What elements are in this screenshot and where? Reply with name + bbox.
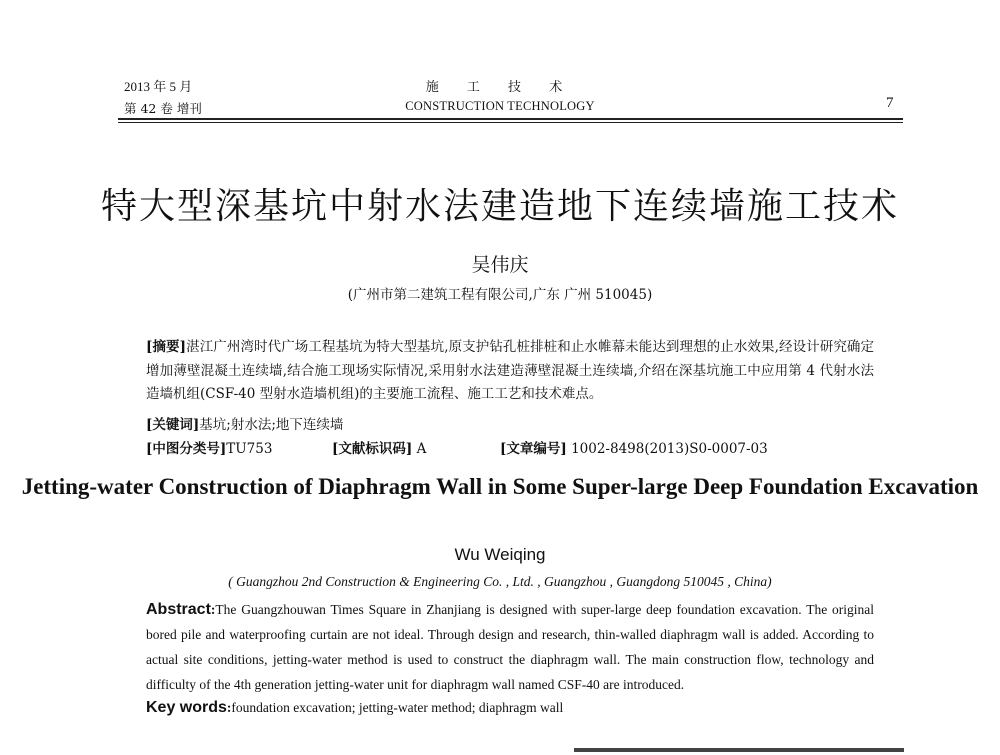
classification-number [146, 437, 272, 457]
article-number [500, 437, 768, 457]
page-number: 7 [886, 95, 894, 111]
keywords-en-text: foundation excavation; jetting-water method; diaphragm wall [231, 700, 564, 715]
journal-name-en: CONSTRUCTION TECHNOLOGY [405, 99, 595, 113]
affiliation-en: ( Guangzhou 2nd Construction & Engineering Co. , Ltd. , Guangzhou , Guangdong 510045 , China) [228, 574, 772, 589]
article-no-label: [文章编号] [500, 441, 567, 457]
article-title-en: Jetting-water Construction of Diaphragm Wall in Some Super-large Deep Foundation Excavation [21, 474, 979, 499]
keywords-cn-text: 基坑;射水法;地下连续墙 [199, 417, 344, 433]
affiliation-cn: (广州市第二建筑工程有限公司,广东 广州 510045) [347, 287, 653, 303]
classification-value: TU753 [226, 441, 273, 457]
keywords-cn [146, 413, 343, 433]
keywords-cn-label: [关键词] [146, 417, 200, 433]
abstract-en-text: The Guangzhouwan Times Square in Zhanjiang is designed with super-large deep foundation excavation. The original bored pile and waterproofing curtain are not ideal. Through design and research, thin-walled diaphragm wall is added. According to actual site conditions, jetting-water method is used to construct the diaphragm wall. The main construction flow, technology and difficulty of the 4th generation jetting-water unit for diaphragm wall named CSF-40 are introduced. [146, 602, 874, 692]
header-rule-thin [118, 122, 903, 123]
abstract-cn-label: [摘要] [146, 339, 187, 355]
issue-date: 2013 年 5 月 [124, 79, 193, 94]
classification-label: [中图分类号] [146, 441, 227, 457]
keywords-en: Key words:foundation excavation; jetting-water method; diaphragm wall [146, 699, 564, 716]
abstract-en: Abstract:The Guangzhouwan Times Square in Zhanjiang is designed with super-large deep foundation excavation. The original bored pile and waterproofing curtain are not ideal. Through design and research, thin-walled diaphragm wall is added. According to actual site conditions, jetting-water method is used to construct the diaphragm wall. The main construction flow, technology and difficulty of the 4th generation jetting-water unit for diaphragm wall named CSF-40 are introduced. [146, 601, 874, 692]
abstract-en-label: Abstract [146, 601, 211, 618]
article-no-value: 1002-8498(2013)S0-0007-03 [571, 441, 768, 457]
abstract-cn [146, 336, 874, 407]
header-rule [118, 118, 903, 120]
author-en: Wu Weiqing [454, 545, 546, 564]
footer-rule [574, 748, 904, 752]
keywords-en-label: Key words [146, 699, 227, 716]
article-title-cn: 特大型深基坑中射水法建造地下连续墙施工技术 [100, 186, 899, 227]
doc-code-label: [文献标识码] [332, 441, 413, 457]
abstract-cn-text: 湛江广州湾时代广场工程基坑为特大型基坑,原支护钻孔桩排桩和止水帷幕未能达到理想的止水效果,经设计研究确定增加薄壁混凝土连续墙,结合施工现场实际情况,采用射水法建造薄壁混凝土连续墙,介绍在深基坑施工中应用第 4 代射水法造墙机组(CSF-40 型射水造墙机组)的主要施工流程、施工工艺和技术难点。 [146, 339, 874, 402]
doc-code-value: A [416, 441, 427, 457]
author-cn: 吴伟庆 [471, 254, 529, 276]
journal-name-cn: 施 工 技 术 [425, 80, 575, 95]
document-code [332, 437, 426, 457]
issue-volume: 第 42 卷 增刊 [124, 101, 202, 116]
